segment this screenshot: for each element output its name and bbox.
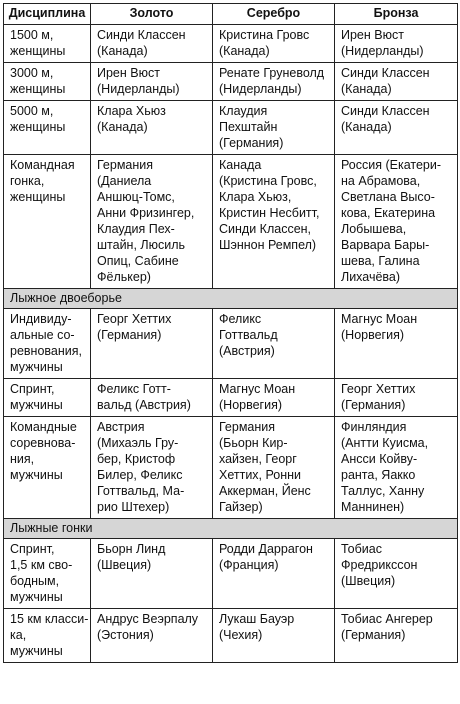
silver-cell-line: (Германия)	[219, 136, 284, 150]
header-discipline: Дисциплина	[4, 4, 91, 25]
discipline-cell-line: 15 км класси-	[10, 612, 89, 626]
header-gold: Золото	[91, 4, 213, 25]
discipline-cell-line: 1,5 км сво-	[10, 558, 73, 572]
silver-cell	[213, 155, 335, 289]
silver-cell-line: Канада	[219, 158, 262, 172]
silver-cell	[213, 379, 335, 417]
gold-cell-line: (Нидерланды)	[97, 82, 180, 96]
section-row	[4, 289, 458, 309]
discipline-cell-line: ка,	[10, 628, 27, 642]
discipline-cell	[4, 101, 91, 155]
discipline-cell-line: мужчины	[10, 360, 63, 374]
gold-cell-line: Клара Хьюз	[97, 104, 166, 118]
gold-cell-line: вальд (Австрия)	[97, 398, 191, 412]
gold-cell	[91, 63, 213, 101]
gold-cell	[91, 25, 213, 63]
silver-cell	[213, 539, 335, 609]
gold-cell-line: (Даниела	[97, 174, 152, 188]
discipline-cell-line: 5000 м,	[10, 104, 54, 118]
bronze-cell-line: (Германия)	[341, 398, 406, 412]
bronze-cell-line: Тобиас	[341, 542, 382, 556]
bronze-cell-line: шева, Галина	[341, 254, 420, 268]
discipline-cell-line: мужчины	[10, 590, 63, 604]
gold-cell-line: бер, Кристоф	[97, 452, 176, 466]
gold-cell	[91, 417, 213, 519]
gold-cell-line: Георг Хеттих	[97, 312, 172, 326]
silver-cell-line: Аккерман, Йенс	[219, 484, 311, 498]
table-header-row	[4, 4, 458, 25]
header-silver: Серебро	[213, 4, 335, 25]
gold-cell-line: Клаудия Пех-	[97, 222, 175, 236]
silver-cell-line: Германия	[219, 420, 276, 434]
discipline-cell-line: Спринт,	[10, 542, 55, 556]
discipline-cell-line: 3000 м,	[10, 66, 54, 80]
discipline-cell-line: мужчины	[10, 644, 63, 658]
table-body	[4, 25, 458, 663]
discipline-cell-line: Индивиду-	[10, 312, 72, 326]
discipline-cell-line: бодным,	[10, 574, 60, 588]
discipline-cell-line: женщины	[10, 82, 66, 96]
table-row	[4, 609, 458, 663]
discipline-cell	[4, 417, 91, 519]
gold-cell-line: Андрус Веэрпалу	[97, 612, 199, 626]
gold-cell	[91, 309, 213, 379]
bronze-cell	[335, 417, 458, 519]
gold-cell-line: Опиц, Сабине	[97, 254, 179, 268]
bronze-cell-line: Тобиас Ангерер	[341, 612, 433, 626]
bronze-cell-line: Фредрикссон	[341, 558, 418, 572]
bronze-cell-line: Лобышева,	[341, 222, 407, 236]
silver-cell-line: Родди Даррагон	[219, 542, 313, 556]
silver-cell-line: Кристина Гровс	[219, 28, 310, 42]
discipline-cell-line: соревнова-	[10, 436, 76, 450]
discipline-cell-line: альные со-	[10, 328, 75, 342]
silver-cell	[213, 63, 335, 101]
silver-cell-line: (Франция)	[219, 558, 279, 572]
gold-cell-line: Феликс Готт-	[97, 382, 171, 396]
gold-cell-line: рио Штехер)	[97, 500, 170, 514]
gold-cell	[91, 155, 213, 289]
section-title: Лыжное двоеборье	[4, 289, 458, 309]
gold-cell-line: Билер, Феликс	[97, 468, 183, 482]
silver-cell-line: (Канада)	[219, 44, 270, 58]
gold-cell-line: штайн, Люсиль	[97, 238, 186, 252]
discipline-cell-line: ния,	[10, 452, 35, 466]
bronze-cell	[335, 25, 458, 63]
gold-cell-line: Синди Классен	[97, 28, 186, 42]
silver-cell-line: Ренате Груневолд	[219, 66, 325, 80]
silver-cell-line: Готтвальд	[219, 328, 278, 342]
silver-cell	[213, 309, 335, 379]
discipline-cell-line: гонка,	[10, 174, 45, 188]
bronze-cell-line: Синди Классен	[341, 66, 430, 80]
section-row	[4, 519, 458, 539]
bronze-cell-line: на Абрамова,	[341, 174, 421, 188]
discipline-cell-line: женщины	[10, 190, 66, 204]
bronze-cell-line: Синди Классен	[341, 104, 430, 118]
discipline-cell-line: мужчины	[10, 468, 63, 482]
gold-cell-line: Ирен Вюст	[97, 66, 160, 80]
gold-cell-line: Аншюц-Томс,	[97, 190, 175, 204]
bronze-cell-line: Ирен Вюст	[341, 28, 404, 42]
medal-results-table	[3, 3, 458, 663]
silver-cell-line: Магнус Моан	[219, 382, 296, 396]
discipline-cell-line: Командные	[10, 420, 77, 434]
gold-cell-line: (Германия)	[97, 328, 162, 342]
bronze-cell-line: (Швеция)	[341, 574, 396, 588]
discipline-cell-line: 1500 м,	[10, 28, 54, 42]
bronze-cell	[335, 539, 458, 609]
bronze-cell-line: Светлана Высо-	[341, 190, 435, 204]
gold-cell-line: Австрия	[97, 420, 145, 434]
table-row	[4, 155, 458, 289]
gold-cell	[91, 379, 213, 417]
table-row	[4, 539, 458, 609]
gold-cell-line: Готтвальд, Ма-	[97, 484, 185, 498]
silver-cell	[213, 25, 335, 63]
discipline-cell-line: Спринт,	[10, 382, 55, 396]
silver-cell	[213, 609, 335, 663]
bronze-cell-line: (Норвегия)	[341, 328, 405, 342]
silver-cell-line: Пехштайн	[219, 120, 278, 134]
bronze-cell-line: Варвара Бары-	[341, 238, 430, 252]
discipline-cell-line: женщины	[10, 44, 66, 58]
silver-cell-line: Синди Классен,	[219, 222, 312, 236]
bronze-cell-line: Магнус Моан	[341, 312, 418, 326]
gold-cell-line: (Швеция)	[97, 558, 152, 572]
header-bronze: Бронза	[335, 4, 458, 25]
discipline-cell	[4, 155, 91, 289]
silver-cell-line: Гайзер)	[219, 500, 263, 514]
discipline-cell	[4, 609, 91, 663]
gold-cell-line: Бьорн Линд	[97, 542, 166, 556]
bronze-cell-line: кова, Екатерина	[341, 206, 436, 220]
bronze-cell-line: (Германия)	[341, 628, 406, 642]
bronze-cell-line: ранта, Яакко	[341, 468, 416, 482]
bronze-cell-line: (Канада)	[341, 82, 392, 96]
silver-cell-line: (Бьорн Кир-	[219, 436, 288, 450]
discipline-cell-line: ревнования,	[10, 344, 82, 358]
silver-cell-line: Шэннон Ремпел)	[219, 238, 317, 252]
bronze-cell-line: Финляндия	[341, 420, 407, 434]
gold-cell-line: Германия	[97, 158, 154, 172]
discipline-cell	[4, 379, 91, 417]
gold-cell-line: Фёлькер)	[97, 270, 151, 284]
bronze-cell-line: (Антти Куисма,	[341, 436, 429, 450]
bronze-cell-line: (Нидерланды)	[341, 44, 424, 58]
bronze-cell	[335, 309, 458, 379]
silver-cell-line: (Нидерланды)	[219, 82, 302, 96]
gold-cell-line: (Эстония)	[97, 628, 154, 642]
silver-cell-line: Кристин Несбитт,	[219, 206, 320, 220]
silver-cell-line: Феликс	[219, 312, 262, 326]
table-row	[4, 63, 458, 101]
discipline-cell	[4, 25, 91, 63]
bronze-cell-line: Таллус, Ханну	[341, 484, 425, 498]
bronze-cell	[335, 63, 458, 101]
discipline-cell	[4, 63, 91, 101]
discipline-cell-line: Командная	[10, 158, 75, 172]
bronze-cell-line: Лихачёва)	[341, 270, 401, 284]
bronze-cell-line: Ансси Койву-	[341, 452, 418, 466]
gold-cell	[91, 101, 213, 155]
gold-cell-line: (Канада)	[97, 44, 148, 58]
discipline-cell	[4, 309, 91, 379]
table-row	[4, 417, 458, 519]
bronze-cell-line: Георг Хеттих	[341, 382, 416, 396]
bronze-cell-line: (Канада)	[341, 120, 392, 134]
table-row	[4, 25, 458, 63]
silver-cell-line: (Австрия)	[219, 344, 275, 358]
silver-cell	[213, 417, 335, 519]
table-row	[4, 379, 458, 417]
bronze-cell-line: Россия (Екатери-	[341, 158, 442, 172]
gold-cell-line: (Михаэль Гру-	[97, 436, 179, 450]
silver-cell-line: хайзен, Георг	[219, 452, 297, 466]
discipline-cell-line: мужчины	[10, 398, 63, 412]
bronze-cell	[335, 101, 458, 155]
silver-cell-line: Клаудия	[219, 104, 268, 118]
table-row	[4, 309, 458, 379]
section-title: Лыжные гонки	[4, 519, 458, 539]
bronze-cell-line: Маннинен)	[341, 500, 405, 514]
discipline-cell-line: женщины	[10, 120, 66, 134]
silver-cell-line: Клара Хьюз,	[219, 190, 292, 204]
bronze-cell	[335, 379, 458, 417]
bronze-cell	[335, 155, 458, 289]
silver-cell-line: (Чехия)	[219, 628, 263, 642]
table-row	[4, 101, 458, 155]
gold-cell-line: (Канада)	[97, 120, 148, 134]
silver-cell-line: (Норвегия)	[219, 398, 283, 412]
bronze-cell	[335, 609, 458, 663]
discipline-cell	[4, 539, 91, 609]
silver-cell-line: (Кристина Гровс,	[219, 174, 317, 188]
gold-cell	[91, 609, 213, 663]
silver-cell-line: Хеттих, Ронни	[219, 468, 302, 482]
silver-cell-line: Лукаш Бауэр	[219, 612, 295, 626]
gold-cell	[91, 539, 213, 609]
silver-cell	[213, 101, 335, 155]
gold-cell-line: Анни Фризингер,	[97, 206, 195, 220]
